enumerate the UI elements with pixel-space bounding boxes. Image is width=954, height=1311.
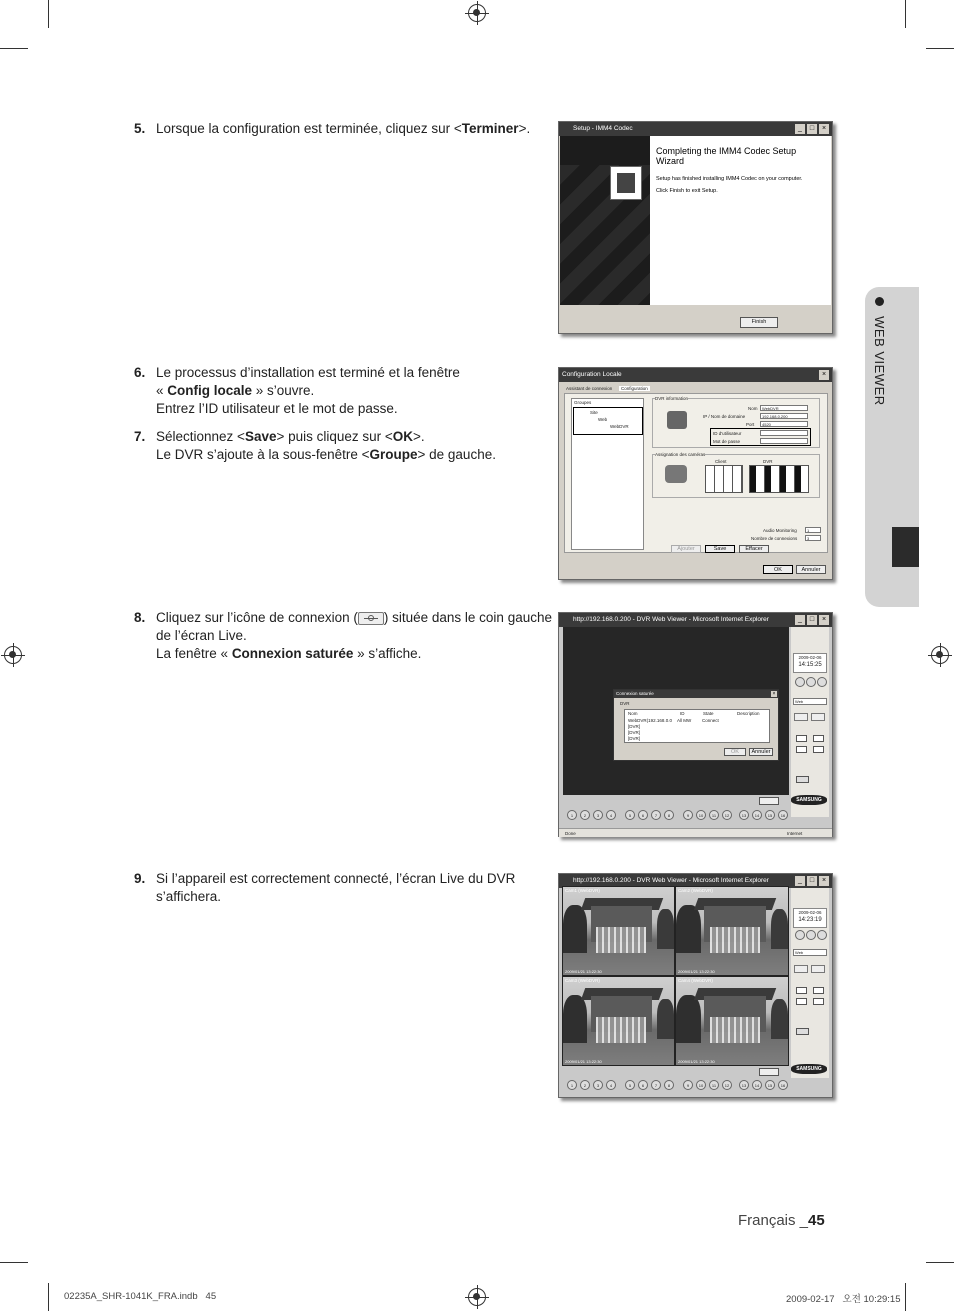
control-panel [791,888,829,1078]
password-field[interactable] [760,438,808,444]
step-7 [134,428,556,464]
channel-button[interactable]: 12 [722,810,732,820]
channel-button[interactable]: 3 [593,810,603,820]
dialog-group-label: DVR [620,701,630,706]
camera-view[interactable] [562,886,675,976]
wizard-text-line: Setup has finished installing IMM4 Codec on your computer. [656,176,803,182]
step-text-part: Cliquez sur l’icône de connexion ( [156,610,358,625]
camera-timestamp: 2009/01/21 13:22:30 [565,1059,602,1064]
channel-button[interactable]: 3 [593,1080,603,1090]
site-select[interactable]: Web [793,949,827,956]
assign-label: Assignation des caméras [655,452,706,457]
channel-bar [563,809,789,823]
samsung-logo: SAMSUNG [791,795,827,805]
close-icon[interactable]: × [819,876,829,886]
table-cell[interactable]: [DVR] [628,736,641,741]
screenshot-setup-wizard [558,121,833,334]
window-titlebar [559,122,832,136]
channel-button[interactable]: 11 [709,1080,719,1090]
channel-button[interactable]: 8 [664,810,674,820]
channel-button[interactable]: 2 [580,810,590,820]
browser-titlebar [559,613,832,627]
delete-button[interactable]: Effacer [739,545,769,553]
step-text: La fenêtre « Connexion saturée » s’affiche. [156,646,422,661]
channel-button[interactable]: 11 [709,810,719,820]
control-panel [791,627,829,817]
split-9-button[interactable] [796,998,807,1005]
page-label: Français _ [738,1212,809,1229]
dvr-info-label: DVR information [655,396,689,401]
channel-button[interactable]: 1 [567,1080,577,1090]
channel-button[interactable]: 5 [625,810,635,820]
split-16-button[interactable] [813,998,824,1005]
dvr-table [624,709,770,743]
dvr-info-box [652,398,820,448]
step-text: Le DVR s’ajoute à la sous-fenêtre <Groupe> de gauche. [156,447,496,462]
config-panel [564,393,828,553]
section-side-tab [865,287,919,607]
settings-icon[interactable] [817,930,827,940]
channel-button[interactable]: 5 [625,1080,635,1090]
split-9-button[interactable] [796,746,807,753]
channel-button[interactable]: 7 [651,810,661,820]
step-number: 5. [134,121,146,136]
bullet-icon [875,297,884,306]
live-connect-button[interactable] [759,797,779,805]
channel-bar [563,1079,789,1093]
browser-title: http://192.168.0.200 - DVR Web Viewer - Microsoft Internet Explorer [573,616,769,623]
wizard-heading [656,146,796,166]
registration-mark-icon [468,4,486,22]
col-header: Nom [628,711,638,716]
audio-select[interactable]: 1 [805,527,821,533]
channel-button[interactable]: 14 [752,810,762,820]
dvr-grid [749,465,809,493]
tab-assistant[interactable]: Assistant de connexion [566,386,613,391]
table-cell: All MW [677,718,692,723]
dialog-cancel-button[interactable]: Annuler [749,748,773,756]
groups-tree-highlight [573,407,643,435]
zoom-icon[interactable] [795,930,805,940]
field-label: IP / Nom de domaine [703,414,746,419]
finish-button[interactable]: Finish [740,317,778,328]
wizard-heading-line: Completing the IMM4 Codec Setup [656,146,797,156]
screenshot-web-viewer-live [558,873,833,1098]
maximize-icon[interactable]: □ [807,124,817,134]
channel-button[interactable]: 10 [696,1080,706,1090]
connect-icon [358,612,384,625]
field-label: Mot de passe [713,439,741,444]
camera-timestamp: 2009/01/21 13:22:30 [678,1059,715,1064]
samsung-logo: SAMSUNG [791,1064,827,1074]
clock-time: 14:15:25 [798,662,822,668]
channel-button[interactable]: 2 [580,1080,590,1090]
registration-mark-icon [468,1288,486,1306]
step-text-part: ) située dans le coin gauche [383,610,552,625]
status-right: Internet [787,831,803,836]
clock-time: 14:23:19 [798,917,822,923]
crop-mark [48,0,49,28]
close-icon[interactable]: × [819,370,829,380]
step-text: de l’écran Live. [156,628,247,643]
crop-mark [0,1262,28,1263]
ptz-icon[interactable] [806,677,816,687]
tree-item-webdvr[interactable]: WebDVR [610,424,629,429]
minimize-icon[interactable]: _ [795,615,805,625]
step-5 [134,120,556,138]
step-text: Entrez l’ID utilisateur et le mot de passe. [156,401,398,416]
clock-box [793,908,827,928]
ok-button[interactable]: OK [763,565,793,574]
screenshot-config-locale [558,367,833,580]
col-header: Description [737,711,760,716]
channel-button[interactable]: 15 [765,810,775,820]
col-header: State [703,711,714,716]
camera-label: Cam2 (WebDVR) [678,888,713,893]
tree-item-site[interactable]: Site [590,410,598,415]
channel-button[interactable]: 9 [683,810,693,820]
channel-button[interactable]: 15 [765,1080,775,1090]
dialog-titlebar [614,690,778,698]
channel-button[interactable]: 14 [752,1080,762,1090]
step-text: Si l’appareil est correctement connecté, l’écran Live du DVR [156,871,516,886]
audio-label: Audio Monitoring [763,528,797,533]
wizard-side-banner [560,136,650,305]
record-button[interactable] [796,776,809,783]
print-date-info: 2009-02-17 오전 10:29:15 [786,1294,901,1305]
step-text: Le processus d’installation est terminé et la fenêtre [156,365,460,380]
close-icon[interactable]: × [819,615,829,625]
channel-button[interactable]: 6 [638,810,648,820]
camera-view[interactable] [675,886,789,976]
registration-mark-icon [4,646,22,664]
channel-button[interactable]: 13 [739,1080,749,1090]
step-text: Lorsque la configuration est terminée, cliquez sur <Terminer>. [156,121,531,136]
ptz-icon[interactable] [806,930,816,940]
step-6 [134,364,556,418]
live-connect-button[interactable] [759,1068,779,1076]
connect-button[interactable] [811,965,825,973]
field-label: Port [746,422,755,427]
channel-button[interactable]: 6 [638,1080,648,1090]
step-text [156,609,566,627]
camera-icon [665,465,687,483]
camera-label: Cam4 (WebDVR) [678,978,713,983]
installer-icon [610,166,642,200]
browser-title: http://192.168.0.200 - DVR Web Viewer - Microsoft Internet Explorer [573,877,769,884]
wizard-heading-line: Wizard [656,156,685,166]
dvr-icon [667,411,687,429]
wizard-text [656,176,802,195]
table-cell[interactable]: [DVR] [628,724,641,729]
channel-button[interactable]: 10 [696,810,706,820]
step-number: 9. [134,871,146,886]
minimize-icon[interactable]: _ [795,876,805,886]
disconnect-button[interactable] [794,965,808,973]
ip-field[interactable]: 192.168.0.200 [760,413,808,419]
crop-mark [905,0,906,28]
screenshot-web-viewer-connect [558,612,833,837]
wizard-content [650,136,831,305]
channel-button[interactable]: 4 [606,1080,616,1090]
clock-box [793,653,827,673]
table-cell[interactable]: [DVR] [628,730,641,735]
maximize-icon[interactable]: □ [807,615,817,625]
dialog-title: Connexion saturée [616,691,654,696]
tab-configuration[interactable]: Configuration [621,386,648,391]
step-number: 6. [134,365,146,380]
channel-button[interactable]: 4 [606,810,616,820]
zoom-icon[interactable] [795,677,805,687]
camera-view[interactable] [562,976,675,1066]
step-number: 7. [134,429,146,444]
registration-mark-icon [931,646,949,664]
field-label: Nom [748,406,758,411]
record-button[interactable] [796,1028,809,1035]
crop-mark [926,1262,954,1263]
page-num: 45 [808,1212,825,1229]
status-left: Done [565,831,576,836]
maximize-icon[interactable]: □ [807,876,817,886]
field-label: ID d'utilisateur [713,431,742,436]
add-button[interactable]: Ajouter [671,545,701,553]
connexion-saturee-dialog [613,689,779,761]
connexions-label: Nombre de connexions [751,536,798,541]
save-button[interactable]: Save [705,545,735,553]
minimize-icon[interactable]: _ [795,124,805,134]
channel-button[interactable]: 16 [778,1080,788,1090]
client-label: Client [715,459,727,464]
site-select[interactable]: Web [793,698,827,705]
cancel-button[interactable]: Annuler [796,565,826,574]
dialog-ok-button[interactable]: OK [724,748,746,756]
close-icon[interactable]: × [772,691,776,697]
close-icon[interactable]: × [819,124,829,134]
crop-mark [48,1283,49,1311]
channel-button[interactable]: 8 [664,1080,674,1090]
split-4-button[interactable] [813,735,824,742]
side-tab-text: WEB VIEWER [872,316,887,406]
tree-item-web[interactable]: Web [598,417,608,422]
split-1-button[interactable] [796,735,807,742]
split-16-button[interactable] [813,746,824,753]
port-field[interactable]: 4520 [760,421,808,427]
settings-icon[interactable] [817,677,827,687]
page-number [738,1212,825,1229]
print-file-info: 02235A_SHR-1041K_FRA.indb 45 [64,1291,217,1302]
clock-date: 2009-02-06 [798,910,822,915]
channel-button[interactable]: 16 [778,810,788,820]
col-header: ID [680,711,685,716]
crop-mark [0,48,28,49]
camera-timestamp: 2009/01/21 13:22:30 [565,969,602,974]
dvr-label: DVR [763,459,773,464]
step-text: Sélectionnez <Save> puis cliquez sur <OK>. [156,429,425,444]
camera-assign-box [652,454,820,498]
user-id-field[interactable] [760,430,808,436]
live-view-grid [562,886,789,1066]
crop-mark [905,1283,906,1311]
table-cell[interactable]: WebDVR(192.168.0.0 [628,718,672,723]
camera-label: Cam3 (WebDVR) [565,978,600,983]
camera-view[interactable] [675,976,789,1066]
disconnect-button[interactable] [794,713,808,721]
split-1-button[interactable] [796,987,807,994]
window-title: Setup - IMM4 Codec [573,125,633,132]
name-field[interactable]: WebDVR [760,405,808,411]
clock-date: 2009-02-06 [798,655,822,660]
split-4-button[interactable] [813,987,824,994]
channel-button[interactable]: 1 [567,810,577,820]
crop-mark [926,48,954,49]
channel-button[interactable]: 12 [722,1080,732,1090]
connect-button[interactable] [811,713,825,721]
camera-timestamp: 2009/01/21 13:22:30 [678,969,715,974]
side-tab-marker [892,527,919,567]
channel-button[interactable]: 9 [683,1080,693,1090]
table-cell: Connect [702,718,719,723]
camera-label: Cam1 (WebDVR) [565,888,600,893]
status-bar [559,828,832,837]
step-9 [134,870,556,906]
connexions-select[interactable]: 3 [805,535,821,541]
step-text: « Config locale » s’ouvre. [156,383,315,398]
channel-button[interactable]: 7 [651,1080,661,1090]
step-8 [134,609,566,663]
groups-label: Groupes [574,400,592,405]
step-text: s’affichera. [156,889,222,904]
groups-box [571,398,644,550]
window-title: Configuration Locale [562,371,622,378]
window-titlebar [559,368,832,382]
wizard-text-line: Click Finish to exit Setup. [656,188,718,194]
side-tab-label [867,297,887,406]
client-grid [705,465,743,493]
channel-button[interactable]: 13 [739,810,749,820]
step-number: 8. [134,610,146,625]
